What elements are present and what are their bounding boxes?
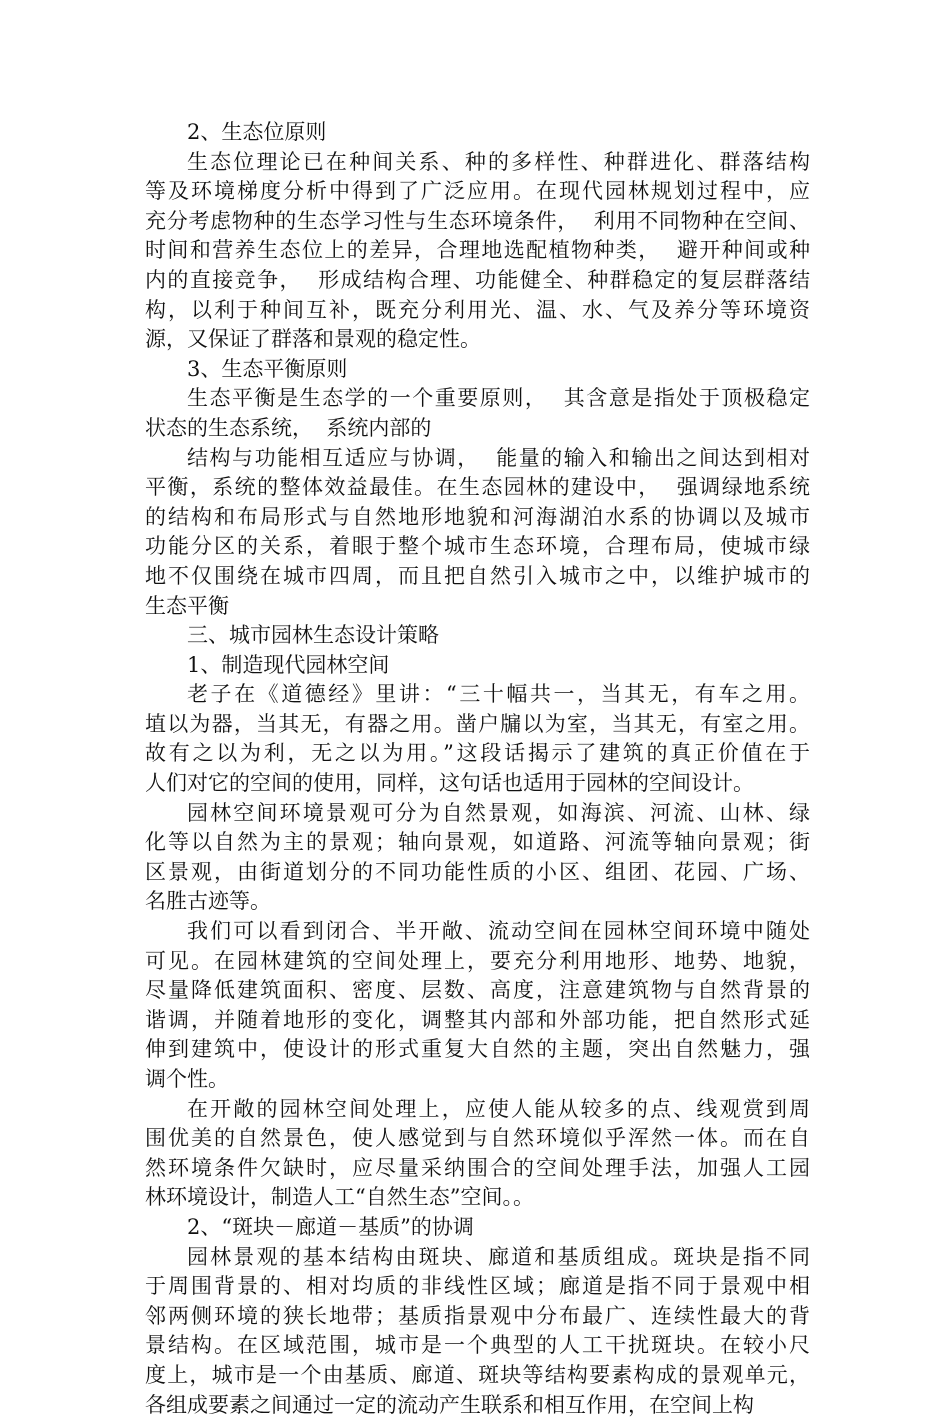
text-line: 1、制造现代园林空间 — [187, 652, 390, 677]
paragraph — [145, 1095, 810, 1213]
text-line: 2、生态位原则 — [187, 120, 327, 144]
text-line: 林环境设计，制造人工“自然生态”空间。。 — [145, 1185, 534, 1210]
text-line: 谐调，并随着地形的变化，调整其内部和外部功能，把自然形式延 — [145, 1007, 810, 1032]
section-heading — [145, 651, 810, 681]
text-line: 内的直接竞争， 形成结构合理、功能健全、种群稳定的复层群落结 — [145, 267, 810, 292]
text-line: 尽量降低建筑面积、密度、层数、高度，注意建筑物与自然背景的 — [145, 978, 810, 1003]
text-line: 区景观，由街道划分的不同功能性质的小区、组团、花园、广场、 — [145, 859, 810, 884]
text-line: 等及环境梯度分析中得到了广泛应用。在现代园林规划过程中，应 — [145, 179, 810, 204]
text-line: 园林空间环境景观可分为自然景观，如海滨、河流、山林、绿 — [187, 800, 810, 825]
paragraph — [145, 1243, 810, 1420]
text-line: 生态平衡是生态学的一个重要原则， 其含意是指处于顶极稳定 — [187, 386, 810, 411]
text-line: 时间和营养生态位上的差异，合理地选配植物种类， 避开种间或种 — [145, 238, 810, 263]
text-line: 于周围背景的、相对均质的非线性区域；廊道是指不同于景观中相 — [145, 1274, 810, 1299]
text-line: 充分考虑物种的生态学习性与生态环境条件， 利用不同物种在空间、 — [145, 208, 810, 233]
paragraph — [145, 384, 810, 443]
text-line: 人们对它的空间的使用，同样，这句话也适用于园林的空间设计。 — [145, 771, 754, 796]
section-heading — [145, 118, 810, 148]
section-heading — [145, 1213, 810, 1243]
text-line: 状态的生态系统， 系统内部的 — [145, 415, 432, 440]
text-line: 源，又保证了群落和景观的稳定性。 — [145, 327, 481, 352]
text-line: 围优美的自然景色，使人感觉到与自然环境似乎浑然一体。而在自 — [145, 1126, 810, 1151]
text-line: 调个性。 — [145, 1067, 229, 1091]
section-heading — [145, 355, 810, 385]
text-line: 我们可以看到闭合、半开敞、流动空间在园林空间环境中随处 — [187, 919, 810, 944]
paragraph — [145, 680, 810, 798]
text-line: 2、“斑块－廊道－基质”的协调 — [187, 1214, 474, 1239]
text-line: 平衡，系统的整体效益最佳。在生态园林的建设中， 强调绿地系统 — [145, 475, 810, 500]
text-line: 结构与功能相互适应与协调， 能量的输入和输出之间达到相对 — [187, 445, 810, 470]
text-line: 名胜古迹等。 — [145, 889, 271, 914]
text-line: 各组成要素之间通过一定的流动产生联系和相互作用，在空间上构 — [145, 1392, 754, 1417]
text-line: 在开敞的园林空间处理上，应使人能从较多的点、线观赏到周 — [187, 1096, 810, 1121]
text-line: 的结构和布局形式与自然地形地貌和河海湖泊水系的协调以及城市 — [145, 504, 810, 529]
text-line: 三、城市园林生态设计策略 — [187, 623, 439, 648]
text-line: 功能分区的关系，着眼于整个城市生态环境，合理布局，使城市绿 — [145, 534, 810, 559]
text-line: 化等以自然为主的景观；轴向景观，如道路、河流等轴向景观；街 — [145, 830, 810, 855]
paragraph — [145, 148, 810, 355]
text-line: 埴以为器，当其无，有器之用。凿户牖以为室，当其无，有室之用。 — [145, 711, 810, 736]
text-line: 生态位理论已在种间关系、种的多样性、种群进化、群落结构 — [187, 149, 810, 174]
paragraph — [145, 917, 810, 1095]
text-line: 构，以利于种间互补，既充分利用光、温、水、气及养分等环境资 — [145, 297, 810, 322]
text-line: 然环境条件欠缺时，应尽量采纳围合的空间处理手法，加强人工园 — [145, 1155, 810, 1180]
document-page — [145, 118, 810, 1420]
text-line: 可见。在园林建筑的空间处理上，要充分利用地形、地势、地貌， — [145, 948, 810, 973]
text-line: 园林景观的基本结构由斑块、廊道和基质组成。斑块是指不同 — [187, 1244, 810, 1269]
section-heading — [145, 621, 810, 651]
text-line: 老子在《道德经》里讲：“三十幅共一，当其无，有车之用。 — [187, 682, 810, 707]
paragraph — [145, 799, 810, 917]
text-line: 伸到建筑中，使设计的形式重复大自然的主题，突出自然魅力，强 — [145, 1037, 810, 1062]
text-line: 3、生态平衡原则 — [187, 356, 348, 381]
paragraph — [145, 444, 810, 622]
text-line: 地不仅围绕在城市四周，而且把自然引入城市之中，以维护城市的 — [145, 563, 810, 588]
text-line: 故有之以为利，无之以为用。”这段话揭示了建筑的真正价值在于 — [145, 741, 810, 766]
text-line: 生态平衡 — [145, 593, 229, 618]
text-line: 邻两侧环境的狭长地带；基质指景观中分布最广、连续性最大的背 — [145, 1303, 810, 1328]
text-line: 度上，城市是一个由基质、廊道、斑块等结构要素构成的景观单元， — [145, 1362, 810, 1387]
text-line: 景结构。在区域范围，城市是一个典型的人工干扰斑块。在较小尺 — [145, 1333, 810, 1358]
